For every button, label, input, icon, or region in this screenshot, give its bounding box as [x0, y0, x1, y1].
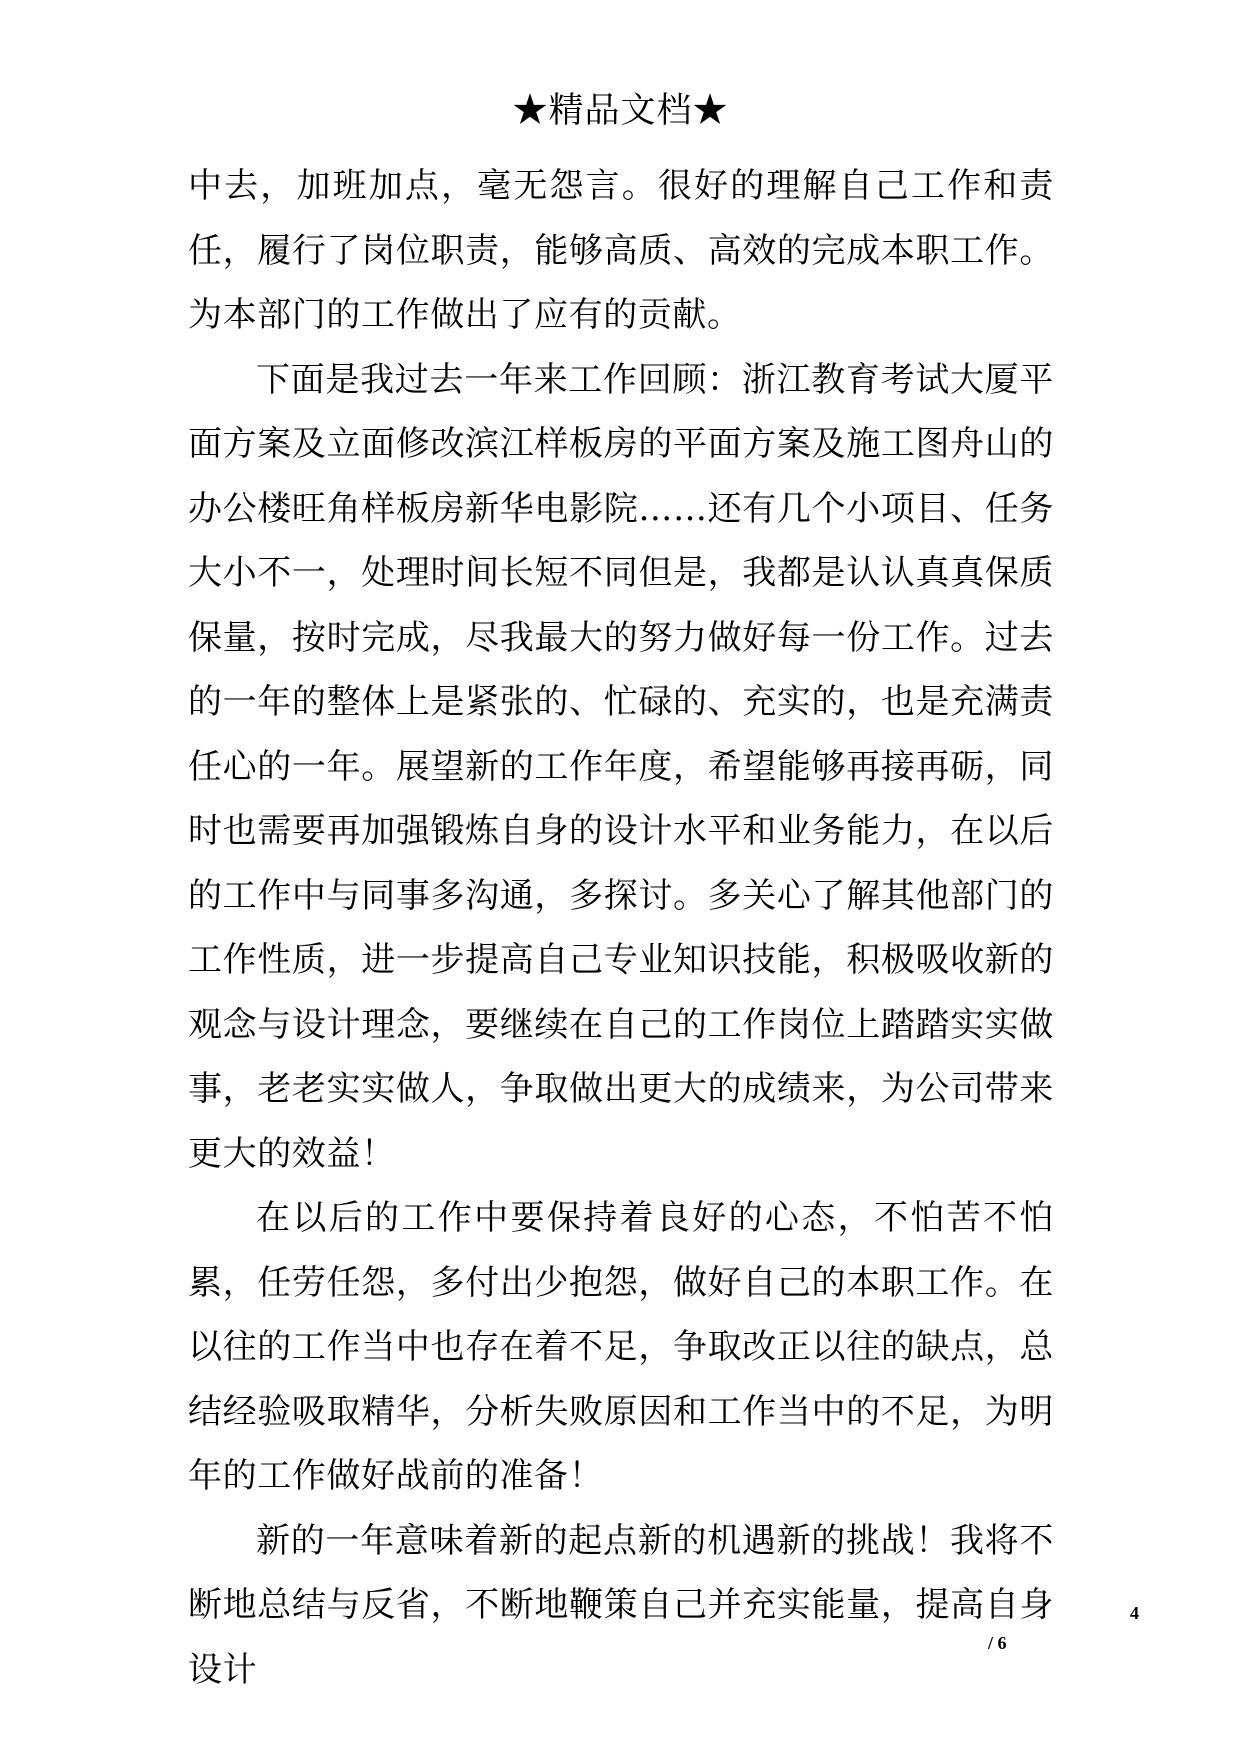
document-body: [188, 154, 1054, 1702]
paragraph-1: 中去，加班加点，毫无怨言。很好的理解自己工作和责任，履行了岗位职责，能够高质、高效的完成本职工作。为本部门的工作做出了应有的贡献。: [188, 166, 1054, 335]
page-header-title: ★精品文档★: [512, 91, 729, 131]
paragraph-3: 在以后的工作中要保持着良好的心态，不怕苦不怕累，任劳任怨，多付出少抱怨，做好自己的本职工作。在以往的工作当中也存在着不足，争取改正以往的缺点，总结经验吸取精华，分析失败原因和工作当中的不足，为明年的工作做好战前的准备！: [188, 1198, 1054, 1496]
page-total: / 6: [988, 1633, 1007, 1653]
paragraph-4: 新的一年意味着新的起点新的机遇新的挑战！我将不断地总结与反省，不断地鞭策自己并充实能量，提高自身设计: [188, 1520, 1054, 1690]
paragraph-2: 下面是我过去一年来工作回顾：浙江教育考试大厦平面方案及立面修改滨江样板房的平面方案及施工图舟山的办公楼旺角样板房新华电影院……还有几个小项目、任务大小不一，处理时间长短不同但是，我都是认认真真保质保量，按时完成，尽我最大的努力做好每一份工作。过去的一年的整体上是紧张的、忙碌的、充实的，也是充满责任心的一年。展望新的工作年度，希望能够再接再砺，同时也需要再加强锻炼自身的设计水平和业务能力，在以后的工作中与同事多沟通，多探讨。多关心了解其他部门的工作性质，进一步提高自己专业知识技能，积极吸收新的观念与设计理念，要继续在自己的工作岗位上踏踏实实做事，老老实实做人，争取做出更大的成绩来，为公司带来更大的效益！: [188, 359, 1054, 1174]
page-number: 4: [1130, 1603, 1139, 1623]
